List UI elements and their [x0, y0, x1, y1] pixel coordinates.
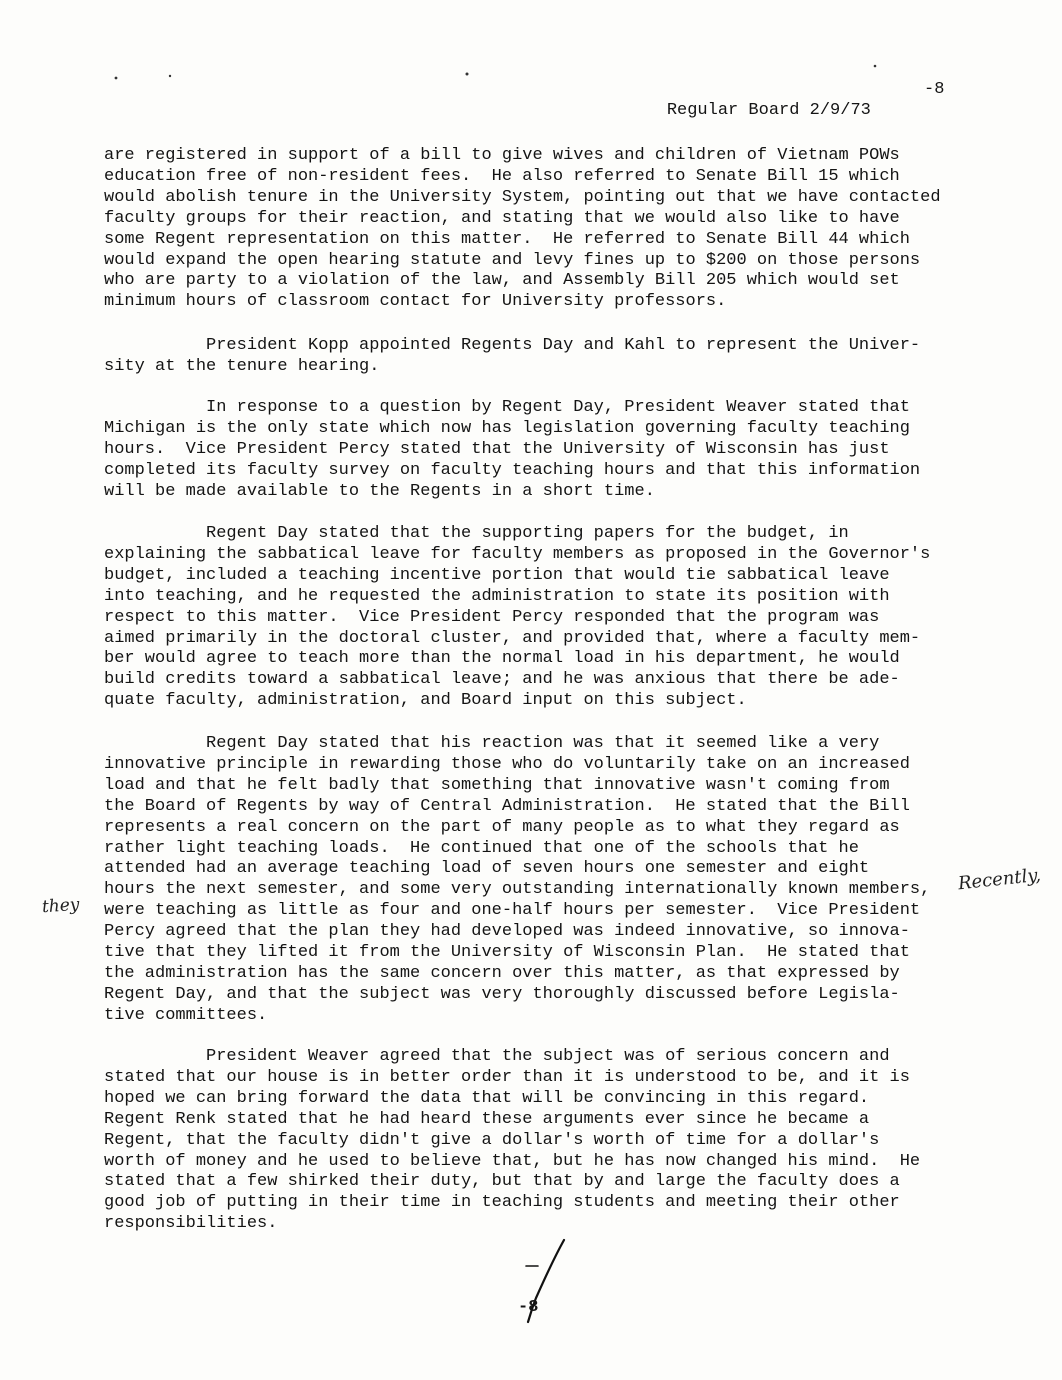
text-line: aimed primarily in the doctoral cluster, and provided that, where a faculty mem- [104, 628, 921, 648]
text-line: Michigan is the only state which now has legislation governing faculty teaching [104, 418, 910, 438]
text-line: would abolish tenure in the University System, pointing out that we have contacted [104, 187, 941, 207]
text-line: stated that a few shirked their duty, but that by and large the faculty does a [104, 1172, 900, 1192]
text-line: the Board of Regents by way of Central Administration. He stated that the Bill [104, 796, 910, 816]
text-line: rather light teaching loads. He continued that one of the schools that he [104, 838, 859, 858]
text-line: worth of money and he used to believe that, but he has now changed his mind. He [104, 1151, 921, 1171]
text-line: stated that our house is in better order than it is understood to be, and it is [104, 1067, 910, 1087]
paragraph-6 [104, 1047, 984, 1235]
text-line: will be made available to the Regents in a short time. [104, 481, 655, 501]
text-line: minimum hours of classroom contact for University professors. [104, 292, 727, 312]
text-line: build credits toward a sabbatical leave; and he was anxious that there be ade- [104, 670, 900, 690]
text-line: sity at the tenure hearing. [104, 356, 380, 376]
paragraph-1 [104, 146, 984, 313]
text-line: represents a real concern on the part of many people as to what they regard as [104, 817, 900, 837]
paragraph-2 [104, 336, 984, 378]
paragraph-5 [104, 734, 984, 1027]
text-line: Regent Day stated that the supporting papers for the budget, in [104, 524, 849, 543]
text-line: Regent Day stated that his reaction was that it seemed like a very [104, 734, 880, 753]
text-line: respect to this matter. Vice President Percy responded that the program was [104, 607, 880, 627]
text-line: who are party to a violation of the law, and Assembly Bill 205 which would set [104, 271, 900, 291]
text-line: quate faculty, administration, and Board input on this subject. [104, 691, 747, 711]
text-line: completed its faculty survey on faculty teaching hours and that this information [104, 460, 921, 480]
text-line: explaining the sabbatical leave for faculty members as proposed in the Governor's [104, 544, 931, 564]
header-page-number: -8 [924, 80, 945, 99]
text-line: faculty groups for their reaction, and stating that we would also like to have [104, 208, 900, 228]
paragraph-3 [104, 398, 984, 503]
text-line: attended had an average teaching load of seven hours one semester and eight [104, 859, 870, 879]
paragraph-4 [104, 524, 984, 712]
text-line: are registered in support of a bill to give wives and children of Vietnam POWs [104, 146, 900, 165]
handwritten-note-right: Recently, [957, 864, 1042, 895]
text-line: hours. Vice President Percy stated that the University of Wisconsin has just [104, 439, 890, 459]
text-line: Regent Renk stated that he had heard these arguments ever since he became a [104, 1109, 870, 1129]
text-line: education free of non-resident fees. He also referred to Senate Bill 15 which [104, 166, 900, 186]
text-line: Regent, that the faculty didn't give a dollar's worth of time for a dollar's [104, 1130, 880, 1150]
text-line: Percy agreed that the plan they had developed was indeed innovative, so innova- [104, 922, 910, 942]
text-line: the administration has the same concern over this matter, as that expressed by [104, 963, 900, 983]
text-line: load and that he felt badly that something that innovative wasn't coming from [104, 775, 890, 795]
text-line: some Regent representation on this matter. He referred to Senate Bill 44 which [104, 229, 910, 249]
text-line: good job of putting in their time in teaching students and meeting their other [104, 1193, 900, 1213]
text-line: President Kopp appointed Regents Day and Kahl to represent the Univer- [104, 336, 921, 355]
text-line: Regent Day, and that the subject was very thoroughly discussed before Legisla- [104, 984, 900, 1004]
text-line: hoped we can bring forward the data that will be convincing in this regard. [104, 1088, 870, 1108]
text-line: into teaching, and he requested the administration to state its position with [104, 586, 890, 606]
footer-page-number: -8 [518, 1298, 539, 1317]
text-line: tive that they lifted it from the University of Wisconsin Plan. He stated that [104, 943, 910, 963]
header-title: Regular Board 2/9/73 [666, 100, 871, 120]
text-line: were teaching as little as four and one-half hours per semester. Vice President [104, 901, 921, 921]
text-line: In response to a question by Regent Day, President Weaver stated that [104, 398, 910, 417]
text-line: would expand the open hearing statute and levy fines up to $200 on those persons [104, 250, 921, 270]
text-line: responsibilities. [104, 1214, 278, 1234]
text-line: innovative principle in rewarding those who do voluntarily take on an increased [104, 754, 910, 774]
text-line: ber would agree to teach more than the normal load in his department, he would [104, 649, 900, 669]
text-line: President Weaver agreed that the subject was of serious concern and [104, 1047, 890, 1066]
text-line: hours the next semester, and some very outstanding internationally known members, [104, 880, 931, 900]
text-line: tive committees. [104, 1005, 268, 1025]
text-line: budget, included a teaching incentive portion that would tie sabbatical leave [104, 565, 890, 585]
handwritten-note-left: they [41, 894, 81, 918]
